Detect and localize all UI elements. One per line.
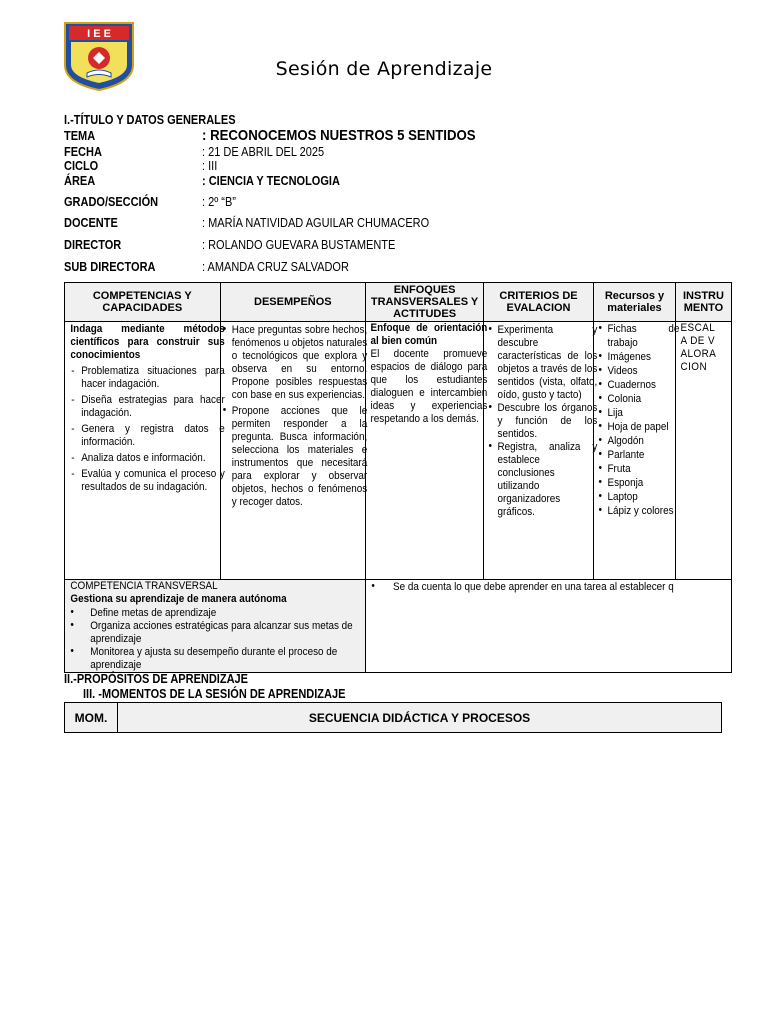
criterios-cell: [484, 322, 598, 580]
header-recursos: Recursos y materiales: [593, 283, 675, 322]
section2-heading: II.-PROPÓSITOS DE APRENDIZAJE: [64, 672, 248, 686]
recurso-item: • Esponja: [598, 476, 679, 490]
field-value-fecha: : 21 DE ABRIL DEL 2025: [202, 145, 325, 159]
desempeno-item: • Hace preguntas sobre hechos, fenómenos u objetos naturales o tecnológicos que explora y observa en su entorno. Propone posibles respuestas con base en sus experiencias.: [222, 324, 366, 402]
capacidad-item: - Evalúa y comunica el proceso y resultados de su indagación.: [70, 468, 224, 494]
field-value-ciclo: : III: [202, 159, 218, 173]
desempeno-item: • Propone acciones que le permiten responder a la pregunta. Busca información, selecciona los materiales e instrumentos que necesitará para explorar y observar objetos, hechos o fenómenos y recoger datos.: [222, 405, 366, 509]
competencia-title: Indaga mediante métodos científicos para construir sus conocimientos: [70, 323, 225, 361]
recurso-item: • Imágenes: [598, 350, 679, 364]
field-label-tema: TEMA: [64, 129, 96, 143]
transversal-cell: [65, 580, 366, 673]
recurso-item: • Colonia: [598, 392, 679, 406]
competencias-table: [64, 282, 732, 673]
transversal-right-cell: [366, 580, 732, 673]
section1-heading: I.-TÍTULO Y DATOS GENERALES: [64, 113, 236, 127]
field-label-fecha: FECHA: [64, 145, 102, 159]
transversal-label: COMPETENCIA TRANSVERSAL: [70, 580, 218, 592]
transversal-item: • Define metas de aprendizaje: [70, 607, 370, 620]
transversal-item: • Monitorea y ajusta su desempeño durante el proceso de aprendizaje: [70, 646, 370, 672]
recurso-item: • Lija: [598, 406, 679, 420]
capacidad-item: - Diseña estrategias para hacer indagación.: [70, 394, 224, 420]
header-competencias: COMPETENCIAS Y CAPACIDADES: [65, 283, 221, 322]
enfoque-title: Enfoque de orientación al bien común: [370, 322, 488, 347]
recurso-item: • Parlante: [598, 448, 679, 462]
criterio-item: • Registra, analiza y establece conclusiones utilizando organizadores gráficos.: [489, 441, 598, 519]
enfoque-text: El docente promueve espacios de diálogo para que los estudiantes dialoguen e intercambien ideas y experiencias respetando a los demás.: [370, 348, 488, 425]
momentos-table: [64, 702, 722, 733]
recurso-item: • Laptop: [598, 490, 679, 504]
field-value-grado: : 2º “B”: [202, 195, 236, 209]
transversal-item: • Organiza acciones estratégicas para alcanzar sus metas de aprendizaje: [70, 620, 370, 646]
enfoque-cell: [366, 322, 488, 580]
recurso-item: • Fichas de trabajo: [598, 322, 679, 350]
transversal-title: Gestiona su aprendizaje de manera autónoma: [70, 593, 287, 605]
field-label-ciclo: CICLO: [64, 159, 99, 173]
instrumento-text: ESCALA DE VALORACION: [680, 322, 717, 373]
capacidad-item: - Analiza datos e información.: [70, 452, 224, 465]
capacidad-item: - Problematiza situaciones para hacer indagación.: [70, 365, 224, 391]
field-label-subdirectora: SUB DIRECTORA: [64, 260, 156, 274]
recurso-item: • Hoja de papel: [598, 420, 679, 434]
field-value-area: : CIENCIA Y TECNOLOGIA: [202, 174, 340, 188]
recurso-item: • Fruta: [598, 462, 679, 476]
logo-text: I E E: [87, 28, 111, 40]
recurso-item: • Algodón: [598, 434, 679, 448]
momentos-col-secuencia: SECUENCIA DIDÁCTICA Y PROCESOS: [118, 703, 722, 733]
recurso-item: • Cuadernos: [598, 378, 679, 392]
recurso-item: • Lápiz y colores: [598, 504, 679, 518]
field-label-director: DIRECTOR: [64, 238, 122, 252]
field-value-tema: : RECONOCEMOS NUESTROS 5 SENTIDOS: [202, 127, 476, 144]
transversal-right-item: • Se da cuenta lo que debe aprender en una tarea al establecer q: [372, 581, 737, 594]
recurso-item: • Videos: [598, 364, 679, 378]
header-enfoques: ENFOQUES TRANSVERSALES Y ACTITUDES: [366, 283, 484, 322]
section3-heading: III. -MOMENTOS DE LA SESIÓN DE APRENDIZAJE: [83, 687, 346, 701]
criterio-item: • Descubre los órganos y función de los sentidos.: [489, 402, 598, 441]
field-label-docente: DOCENTE: [64, 216, 118, 230]
field-value-subdirectora: : AMANDA CRUZ SALVADOR: [202, 260, 349, 274]
header-desempenos: DESEMPEÑOS: [220, 283, 366, 322]
recursos-cell: [593, 322, 680, 580]
capacidad-item: - Genera y registra datos e información.: [70, 423, 224, 449]
school-logo: [63, 21, 135, 92]
instrumento-cell: [675, 322, 731, 580]
field-value-director: : ROLANDO GUEVARA BUSTAMENTE: [202, 238, 396, 252]
field-label-area: ÁREA: [64, 174, 96, 188]
field-value-docente: : MARÍA NATIVIDAD AGUILAR CHUMACERO: [202, 216, 430, 230]
competencia-cell: [65, 322, 225, 580]
desempenos-cell: [220, 322, 366, 580]
header-criterios: CRITERIOS DE EVALACION: [484, 283, 594, 322]
criterio-item: • Experimenta y descubre características de los objetos a través de los sentidos (vista, olfato, oído, gusto y tacto): [489, 324, 598, 402]
field-label-grado: GRADO/SECCIÓN: [64, 195, 159, 209]
page-title: Sesión de Aprendizaje: [275, 58, 493, 80]
header-instrumento: INSTRU MENTO: [675, 283, 731, 322]
momentos-col-mom: MOM.: [65, 703, 118, 733]
